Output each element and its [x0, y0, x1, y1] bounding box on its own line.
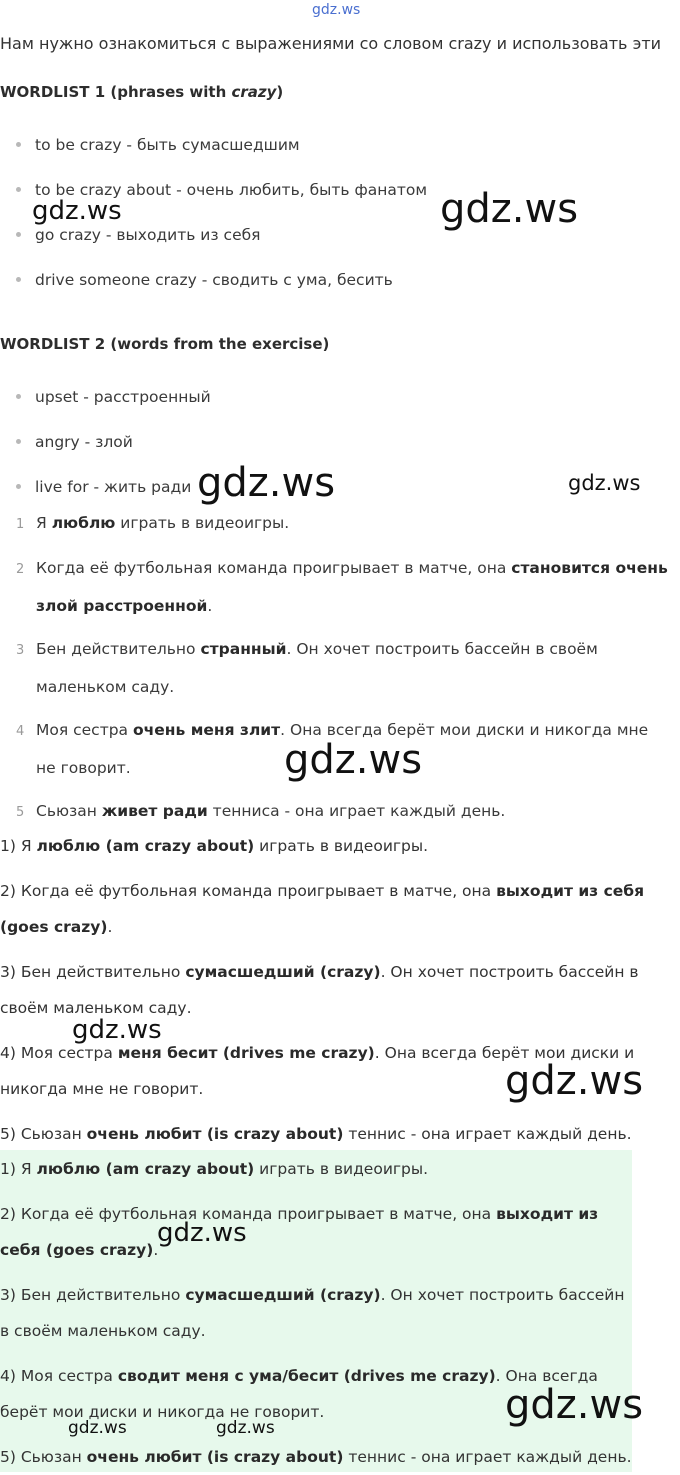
list-item: upset - расстроенный: [16, 388, 211, 406]
list-item: live for - жить ради: [16, 478, 191, 496]
bullet-icon: [16, 484, 21, 489]
watermark: gdz.ws: [440, 186, 579, 232]
exercise-item: 2 Когда её футбольная команда проигрывает в матче, она становится очень злой расстроенной.: [16, 559, 668, 615]
bullet-icon: [16, 187, 21, 192]
intro-cut-line: [0, 62, 420, 68]
watermark: gdz.ws: [216, 1418, 275, 1438]
bullet-icon: [16, 277, 21, 282]
watermark: gdz.ws: [505, 1382, 644, 1428]
answer-item: 3) Бен действительно сумасшедший (crazy). Он хочет построить бассейн в своём маленьком саду.: [0, 963, 639, 1017]
answer-item: 4) Моя сестра сводит меня с ума/бесит (drives me crazy). Она всегда берёт мои диски и никогда не говорит.: [0, 1367, 598, 1421]
watermark: gdz.ws: [68, 1418, 127, 1438]
bullet-icon: [16, 232, 21, 237]
watermark: gdz.ws: [568, 471, 641, 495]
watermark: gdz.ws: [284, 737, 423, 783]
intro-text: Нам нужно ознакомиться с выражениями со словом crazy и использовать эти: [0, 34, 662, 53]
bullet-icon: [16, 142, 21, 147]
answer-item: 3) Бен действительно сумасшедший (crazy). Он хочет построить бассейн в своём маленьком саду.: [0, 1286, 625, 1340]
answer-item: 4) Моя сестра меня бесит (drives me crazy). Она всегда берёт мои диски и никогда мне не говорит.: [0, 1044, 635, 1098]
answer-item: 1) Я люблю (am crazy about) играть в видеоигры.: [0, 837, 429, 855]
answer-item: 1) Я люблю (am crazy about) играть в видеоигры.: [0, 1160, 429, 1178]
watermark: gdz.ws: [32, 196, 122, 226]
list-item: drive someone crazy - сводить с ума, бесить: [16, 271, 393, 289]
watermark: gdz.ws: [72, 1015, 162, 1045]
exercise-item: 1 Я люблю играть в видеоигры.: [16, 514, 290, 532]
bullet-icon: [16, 394, 21, 399]
list-item: to be crazy about - очень любить, быть фанатом: [16, 181, 427, 199]
site-title[interactable]: gdz.ws: [312, 2, 361, 18]
exercise-item: 3 Бен действительно странный. Он хочет построить бассейн в своём маленьком саду.: [16, 640, 598, 696]
answer-item: 2) Когда её футбольная команда проигрывает в матче, она выходит из себя (goes crazy).: [0, 882, 645, 936]
wordlist2-title: WORDLIST 2 (words from the exercise): [0, 335, 330, 353]
answer-item: 2) Когда её футбольная команда проигрывает в матче, она выходит из себя (goes crazy).: [0, 1205, 599, 1259]
bullet-icon: [16, 439, 21, 444]
list-item: angry - злой: [16, 433, 133, 451]
answer-item: 5) Сьюзан очень любит (is crazy about) теннис - она играет каждый день.: [0, 1125, 632, 1143]
watermark: gdz.ws: [157, 1218, 247, 1248]
exercise-item: 4 Моя сестра очень меня злит. Она всегда берёт мои диски и никогда мне не говорит.: [16, 721, 649, 777]
watermark: gdz.ws: [197, 460, 336, 506]
answer-item: 5) Сьюзан очень любит (is crazy about) теннис - она играет каждый день.: [0, 1448, 632, 1466]
wordlist1-title: WORDLIST 1 (phrases with crazy): [0, 83, 284, 101]
list-item: go crazy - выходить из себя: [16, 226, 261, 244]
exercise-item: 5 Сьюзан живет ради тенниса - она играет каждый день.: [16, 802, 506, 820]
list-item: to be crazy - быть сумасшедшим: [16, 136, 300, 154]
watermark: gdz.ws: [505, 1058, 644, 1104]
